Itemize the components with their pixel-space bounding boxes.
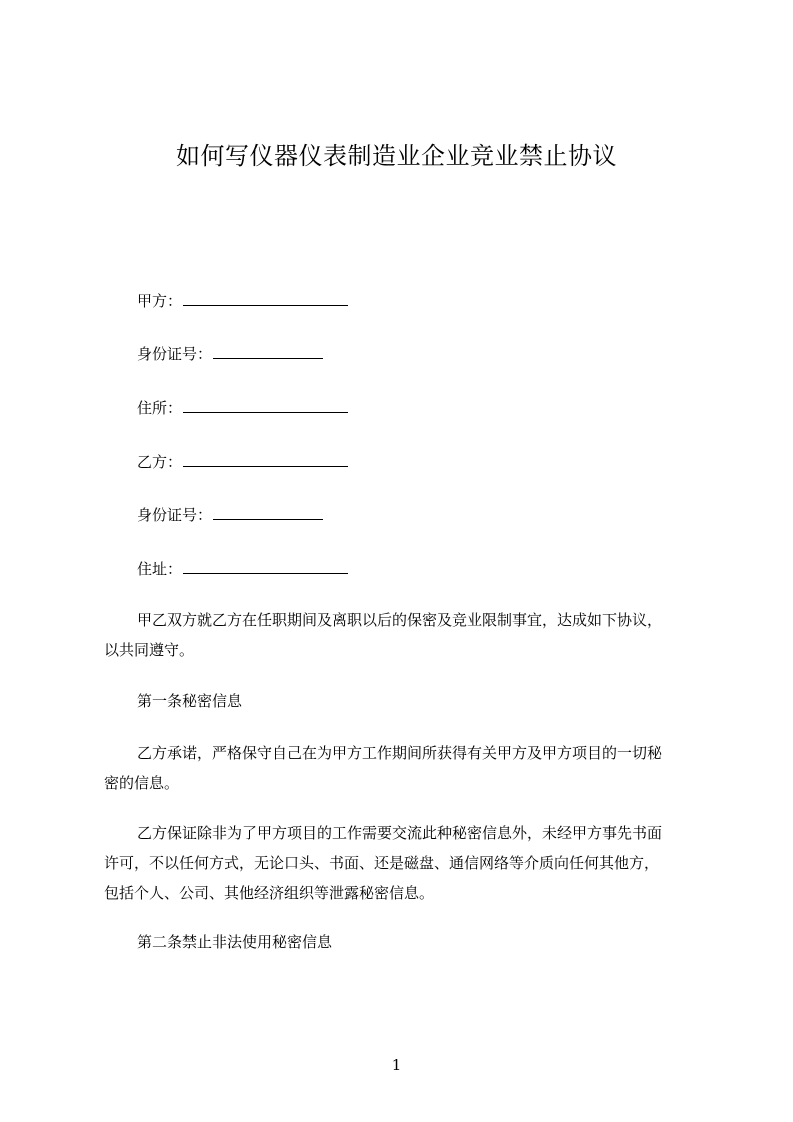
- article-1-heading: 第一条秘密信息: [137, 692, 243, 710]
- article-1-p2-line-3: 包括个人、公司、其他经济组织等泄露秘密信息。: [104, 884, 435, 902]
- party-b-blank-line: [183, 452, 348, 467]
- page-number: 1: [391, 1056, 402, 1074]
- party-a-blank-line: [183, 291, 348, 306]
- party-b-address-label: 住址：: [137, 560, 183, 578]
- party-b-address-blank-line: [183, 559, 348, 574]
- article-1-p1-line-1: 乙方承诺，严格保守自己在为甲方工作期间所获得有关甲方及甲方项目的一切秘: [137, 744, 663, 762]
- intro-line-1: 甲乙双方就乙方在任职期间及离职以后的保密及竞业限制事宜，达成如下协议，: [137, 611, 663, 629]
- article-1-paragraph-2: [104, 818, 694, 908]
- party-b-id-label: 身份证号：: [137, 506, 213, 524]
- article-1-p2-line-1: 乙方保证除非为了甲方项目的工作需要交流此种秘密信息外，未经甲方事先书面: [137, 824, 663, 842]
- article-1-paragraph-1: [104, 738, 694, 798]
- intro-paragraph: [104, 605, 694, 665]
- party-a-field: [137, 291, 348, 311]
- intro-line-2: 以共同遵守。: [104, 641, 195, 659]
- party-a-address-field: [137, 398, 348, 418]
- party-a-address-label: 住所：: [137, 399, 183, 417]
- document-title: 如何写仪器仪表制造业企业竞业禁止协议: [176, 142, 617, 170]
- party-b-id-blank-line: [213, 505, 323, 520]
- party-b-id-field: [137, 505, 323, 525]
- party-b-address-field: [137, 559, 348, 579]
- party-b-field: [137, 452, 348, 472]
- party-a-id-label: 身份证号：: [137, 345, 213, 363]
- party-a-address-blank-line: [183, 398, 348, 413]
- article-1-p1-line-2: 密的信息。: [104, 774, 180, 792]
- party-a-id-blank-line: [213, 344, 323, 359]
- article-1-p2-line-2: 许可，不以任何方式，无论口头、书面、还是磁盘、通信网络等介质向任何其他方，: [104, 854, 660, 872]
- party-b-label: 乙方：: [137, 453, 183, 471]
- party-a-id-field: [137, 344, 323, 364]
- party-a-label: 甲方：: [137, 292, 183, 310]
- article-2-heading: 第二条禁止非法使用秘密信息: [137, 933, 333, 951]
